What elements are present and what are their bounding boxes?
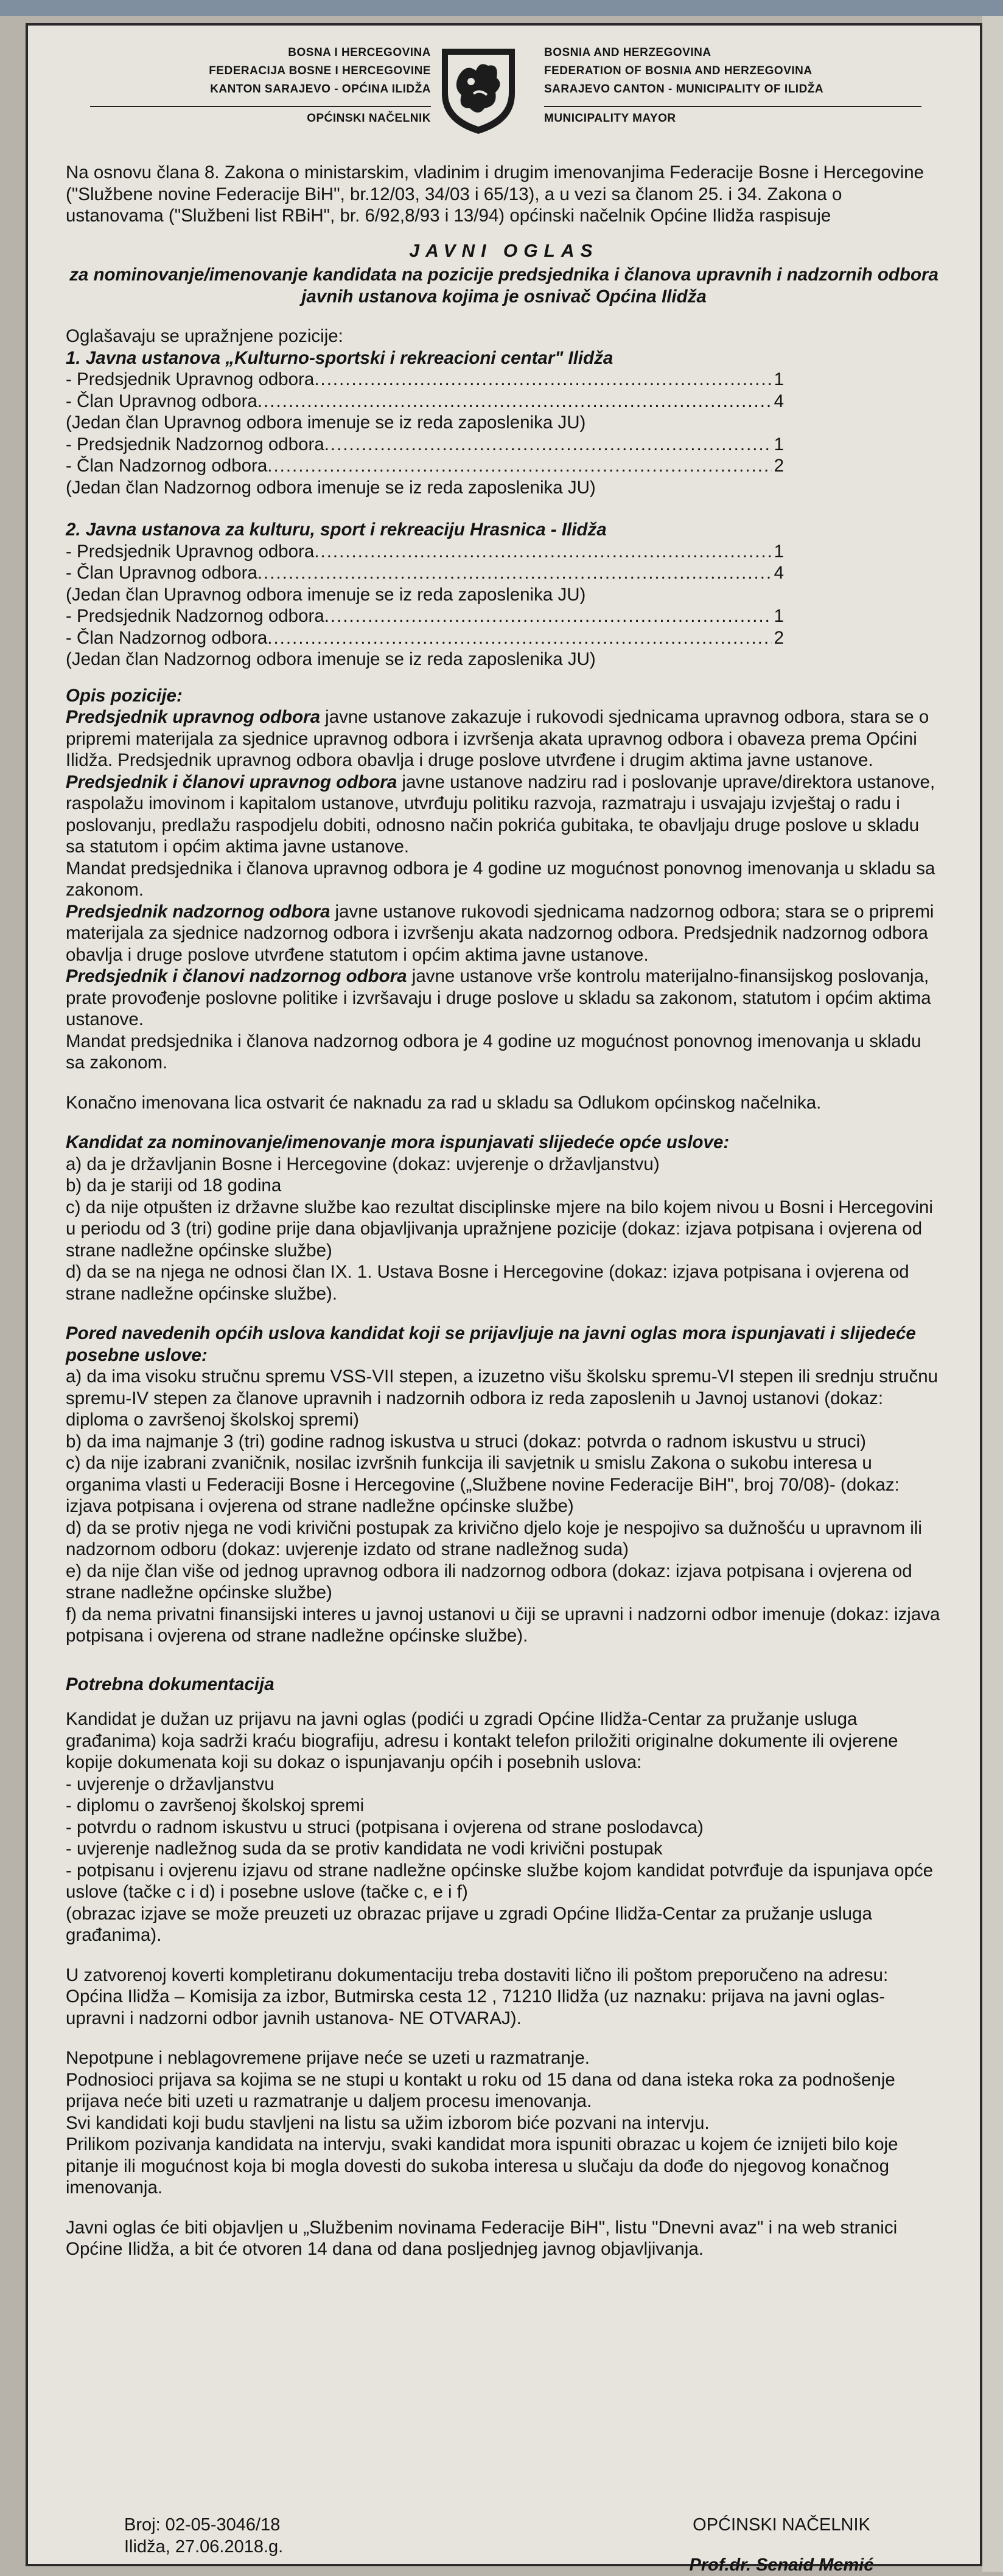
description-text: javne ustanove vrše kontrolu materijalno-finansijskog poslovanja, prate provođenje poslovne politike i izvršavaju i druge poslove u skladu sa zakonom, statutom i općim aktima ustanove. bbox=[66, 966, 931, 1029]
position-row bbox=[66, 391, 784, 413]
description-term: Predsjednik nadzornog odbora bbox=[66, 901, 330, 922]
intro-paragraph: Na osnovu člana 8. Zakona o ministarskim, vladinim i drugim imenovanjima Federacije Bosne i Hercegovine ("Službene novine Federacije BiH", br.12/03, 34/03 i 65/13), a u vezi sa članom 25. i 34. Zakona o ustanovama ("Službeni list RBiH", br. 6/92,8/93 i 13/94) općinski načelnik Općine Ilidža raspisuje bbox=[66, 162, 924, 226]
position-row bbox=[66, 605, 784, 627]
letterhead-right bbox=[544, 44, 921, 128]
documentation-item: - uvjerenje o državljanstvu bbox=[66, 1774, 274, 1794]
position-label: - Član Nadzornog odbora bbox=[66, 627, 268, 648]
documentation-item: (obrazac izjave se može preuzeti uz obrazac prijave u zgradi Općine Ilidža-Centar za pružanje usluga građanima). bbox=[66, 1903, 872, 1945]
position-note: (Jedan član Nadzornog odbora imenuje se iz reda zaposlenika JU) bbox=[66, 649, 596, 669]
documentation-heading: Potrebna dokumentacija bbox=[66, 1674, 274, 1694]
description-paragraph bbox=[66, 706, 942, 771]
notice-subtitle: za nominovanje/imenovanje kandidata na pozicije predsjednika i članova upravnih i nadzornih odbora javnih ustanova kojima je osnivač Općina Ilidža bbox=[69, 265, 938, 307]
position-row bbox=[66, 541, 784, 563]
position-row bbox=[66, 434, 784, 456]
position-label: - Član Upravnog odbora bbox=[66, 391, 257, 411]
letterhead-left-line2: FEDERACIJA BOSNE I HERCEGOVINE bbox=[209, 64, 431, 77]
public-notice bbox=[26, 23, 982, 2575]
condition-item: d) da se na njega ne odnosi član IX. 1. Ustava Bosne i Hercegovine (dokaz: izjava potpisana i ovjerena od strane nadležne općinske službe). bbox=[66, 1262, 909, 1304]
notice-title: JAVNI OGLAS bbox=[409, 240, 599, 261]
letterhead-right-line1: BOSNIA AND HERZEGOVINA bbox=[544, 46, 711, 59]
position-count: 2 bbox=[774, 627, 784, 648]
institution-heading: 2. Javna ustanova za kulturu, sport i rekreaciju Hrasnica - Ilidža bbox=[66, 520, 607, 540]
top-page-strip bbox=[0, 0, 1003, 16]
description-term: Predsjednik upravnog odbora bbox=[66, 707, 320, 727]
signature-name: Prof.dr. Senaid Memić bbox=[689, 2555, 874, 2575]
compensation-paragraph: Konačno imenovana lica ostvarit će naknadu za rad u skladu sa Odlukom općinskog načelnika. bbox=[66, 1092, 822, 1113]
position-label: - Predsjednik Upravnog odbora bbox=[66, 541, 315, 562]
documentation-item: - diplomu o završenoj školskoj spremi bbox=[66, 1795, 365, 1815]
general-conditions-heading: Kandidat za nominovanje/imenovanje mora ispunjavati slijedeće opće uslove: bbox=[66, 1132, 730, 1152]
description-paragraph: Mandat predsjednika i članova upravnog odbora je 4 godine uz mogućnost ponovnog imenovanja u skladu sa zakonom. bbox=[66, 858, 935, 900]
publication-paragraph: Javni oglas će biti objavljen u „Službenim novinama Federacije BiH", listu "Dnevni avaz" i na web stranici Općine Ilidža, a bit će otvoren 14 dana od dana posljednjeg javnog objavljivanja. bbox=[66, 2217, 898, 2259]
position-row bbox=[66, 627, 784, 649]
description-text: javne ustanove zakazuje i rukovodi sjednicama upravnog odbora, stara se o pripremi materijala za sjednice upravnog odbora i izvršenja akata upravnog odbora i obaveza prema Općini Ilidža. Predsjednik upravnog odbora obavlja i druge poslove utvrđene i drugim aktima javne ustanove. bbox=[66, 707, 929, 770]
condition-item: f) da nema privatni finansijski interes u javnoj ustanovi u čiji se upravni i nadzorni odbor imenuje (dokaz: izjava potpisana i ovjerena od strane nadležne općinske službe). bbox=[66, 1604, 940, 1646]
signature-role: OPĆINSKI NAČELNIK bbox=[693, 2515, 870, 2535]
condition-item: a) da ima visoku stručnu spremu VSS-VII stepen, a izuzetno višu školsku spremu-VI stepen ili srednju stručnu spremu-IV stepen za članove upravnih i nadzornih odbora iz reda zaposlenih u Javnoj ustanovi (dokaz: diploma o završenoj školskoj spremi) bbox=[66, 1366, 938, 1430]
condition-item: a) da je državljanin Bosne i Hercegovine (dokaz: uvjerenje o državljanstvu) bbox=[66, 1154, 660, 1174]
note-line: Prilikom pozivanja kandidata na intervju, svaki kandidat mora ispuniti obrazac u kojem će iznijeti bilo koje pitanje ili mogućnost koja bi mogla dovesti do sukoba interesa u slučaju da dođe do njegovog konačnog imenovanja. bbox=[66, 2134, 898, 2198]
reference-number: Broj: 02-05-3046/18 bbox=[124, 2515, 281, 2535]
letterhead-left-line1: BOSNA I HERCEGOVINA bbox=[288, 46, 431, 59]
signature-block bbox=[666, 2514, 897, 2576]
institution-heading: 1. Javna ustanova „Kulturno-sportski i rekreacioni centar" Ilidža bbox=[66, 347, 613, 368]
position-row bbox=[66, 455, 784, 477]
condition-item: b) da ima najmanje 3 (tri) godine radnog iskustva u struci (dokaz: potvrda o radnom iskustvu u struci) bbox=[66, 1431, 866, 1452]
position-note: (Jedan član Upravnog odbora imenuje se iz reda zaposlenika JU) bbox=[66, 584, 586, 605]
description-paragraph bbox=[66, 901, 942, 966]
reference-date: Ilidža, 27.06.2018.g. bbox=[124, 2537, 284, 2557]
position-row bbox=[66, 562, 784, 584]
letterhead-left bbox=[90, 44, 431, 128]
position-count: 1 bbox=[774, 541, 784, 562]
positions-lead: Oglašavaju se upražnjene pozicije: bbox=[66, 326, 343, 346]
description-paragraph bbox=[66, 771, 942, 858]
documentation-item: - uvjerenje nadležnog suda da se protiv kandidata ne vodi krivični postupak bbox=[66, 1839, 663, 1859]
position-count: 1 bbox=[774, 434, 784, 454]
condition-item: c) da nije otpušten iz državne službe kao rezultat disciplinske mjere na bilo kojem nivou u Bosni i Hercegovini u periodu od 3 (tri) godine prije dana objavljivanja upražnjene pozicije (dokaz: izjava potpisana i ovjerena od strane nadležne općinske službe) bbox=[66, 1197, 933, 1261]
description-term: Predsjednik i članovi upravnog odbora bbox=[66, 771, 397, 792]
documentation-item: - potvrdu o radnom iskustvu u struci (potpisana i ovjerena od strane poslodavca) bbox=[66, 1817, 704, 1837]
condition-item: b) da je stariji od 18 godina bbox=[66, 1175, 282, 1196]
position-row bbox=[66, 369, 784, 391]
position-label: - Predsjednik Nadzornog odbora bbox=[66, 434, 324, 454]
envelope-paragraph: U zatvorenoj koverti kompletiranu dokumentaciju treba dostaviti lično ili poštom preporučeno na adresu: Općina Ilidža – Komisija za izbor, Butmirska cesta 12 , 71210 Ilidža (uz naznaku: prijava na javni oglas-upravni i nadzorni odbor javnih ustanova- NE OTVARAJ). bbox=[66, 1965, 889, 2028]
description-text: javne ustanove rukovodi sjednicama nadzornog odbora; stara se o pripremi materijala za sjednice nadzornog odbora i izvršenju akata nadzornog odbora. Predsjednik nadzornog odbora obavlja i druge poslove utvrđene statutom i općim aktima javne ustanove. bbox=[66, 901, 934, 965]
position-label: - Član Nadzornog odbora bbox=[66, 456, 268, 476]
position-note: (Jedan član Nadzornog odbora imenuje se iz reda zaposlenika JU) bbox=[66, 477, 596, 498]
description-term: Predsjednik i članovi nadzornog odbora bbox=[66, 966, 407, 986]
position-count: 4 bbox=[774, 563, 784, 583]
position-count: 4 bbox=[774, 391, 784, 411]
note-line: Nepotpune i neblagovremene prijave neće se uzeti u razmatranje. bbox=[66, 2048, 590, 2068]
condition-item: d) da se protiv njega ne vodi krivični postupak za krivično djelo koje je nespojivo sa dužnošću u upravnom ili nadzornom odboru (dokaz: uvjerenje izdato od strane nadležnog suda) bbox=[66, 1517, 922, 1559]
letterhead-right-line3: SARAJEVO CANTON - MUNICIPALITY OF ILIDŽA bbox=[544, 83, 824, 96]
position-count: 1 bbox=[774, 369, 784, 389]
notice-body bbox=[66, 162, 942, 2260]
position-label: - Predsjednik Nadzornog odbora bbox=[66, 606, 324, 626]
position-count: 2 bbox=[774, 456, 784, 476]
letterhead bbox=[28, 44, 980, 135]
coat-of-arms-icon bbox=[436, 45, 521, 136]
condition-item: e) da nije član više od jednog upravnog odbora ili nadzornog odbora (dokaz: izjava potpisana i ovjerena od strane nadležne općinske službe) bbox=[66, 1561, 912, 1603]
letterhead-left-line3: KANTON SARAJEVO - OPĆINA ILIDŽA bbox=[210, 83, 431, 96]
note-line: Podnosioci prijava sa kojima se ne stupi u kontakt u roku od 15 dana od dana isteka roka za podnošenje prijava neće biti uzeti u razmatranje u daljem procesu imenovanja. bbox=[66, 2069, 895, 2111]
note-line: Svi kandidati koji budu stavljeni na listu sa užim izborom biće pozvani na intervju. bbox=[66, 2112, 710, 2133]
special-conditions-heading: Pored navedenih općih uslova kandidat koji se prijavljuje na javni oglas mora ispunjavati i slijedeće posebne uslove: bbox=[66, 1323, 916, 1365]
letterhead-left-office: OPĆINSKI NAČELNIK bbox=[90, 106, 431, 128]
adjacent-page-strip bbox=[982, 16, 1003, 2572]
description-paragraph: Mandat predsjednika i članova nadzornog odbora je 4 godine uz mogućnost ponovnog imenovanja u skladu sa zakonom. bbox=[66, 1031, 921, 1073]
documentation-item: - potpisanu i ovjerenu izjavu od strane nadležne općinske službe kojom kandidat potvrđuje da ispunjava opće uslove (tačke c i d) i posebne uslove (tačke c, e i f) bbox=[66, 1860, 934, 1902]
description-paragraph bbox=[66, 966, 942, 1031]
position-count: 1 bbox=[774, 606, 784, 626]
reference-block bbox=[124, 2514, 283, 2558]
description-text: javne ustanove nadziru rad i poslovanje uprave/direktora ustanove, raspolažu imovinom i kapitalom ustanove, utvrđuju politiku razvoja, razmatraju i usvajaju izvještaj o radu i poslovanju, predlažu raspodjelu dobiti, odnosno način pokrića gubitaka, te obavljaju druge poslove u skladu sa statutom i općim aktima javne ustanove. bbox=[66, 771, 935, 857]
condition-item: c) da nije izabrani zvaničnik, nosilac izvršnih funkcija ili savjetnik u smislu Zakona o sukobu interesa u organima vlasti u Federaciji Bosne i Hercegovine („Službene novine Federacije BiH", broj 70/08)- (dokaz: izjava potpisana i ovjerena od strane nadležne općinske službe) bbox=[66, 1453, 900, 1516]
position-note: (Jedan član Upravnog odbora imenuje se iz reda zaposlenika JU) bbox=[66, 413, 586, 433]
description-heading: Opis pozicije: bbox=[66, 685, 183, 706]
position-label: - Predsjednik Upravnog odbora bbox=[66, 369, 315, 389]
letterhead-right-line2: FEDERATION OF BOSNIA AND HERZEGOVINA bbox=[544, 64, 813, 77]
letterhead-right-office: MUNICIPALITY MAYOR bbox=[544, 106, 921, 128]
position-label: - Član Upravnog odbora bbox=[66, 563, 257, 583]
documentation-intro: Kandidat je dužan uz prijavu na javni oglas (podići u zgradi Općine Ilidža-Centar za pružanje usluga građanima) koja sadrži kraću biografiju, adresu i kontakt telefon priložiti originalne dokumente ili ovjerene kopije dokumenata koji su dokaz o ispunjavanju općih i posebnih uslova: bbox=[66, 1709, 898, 1772]
